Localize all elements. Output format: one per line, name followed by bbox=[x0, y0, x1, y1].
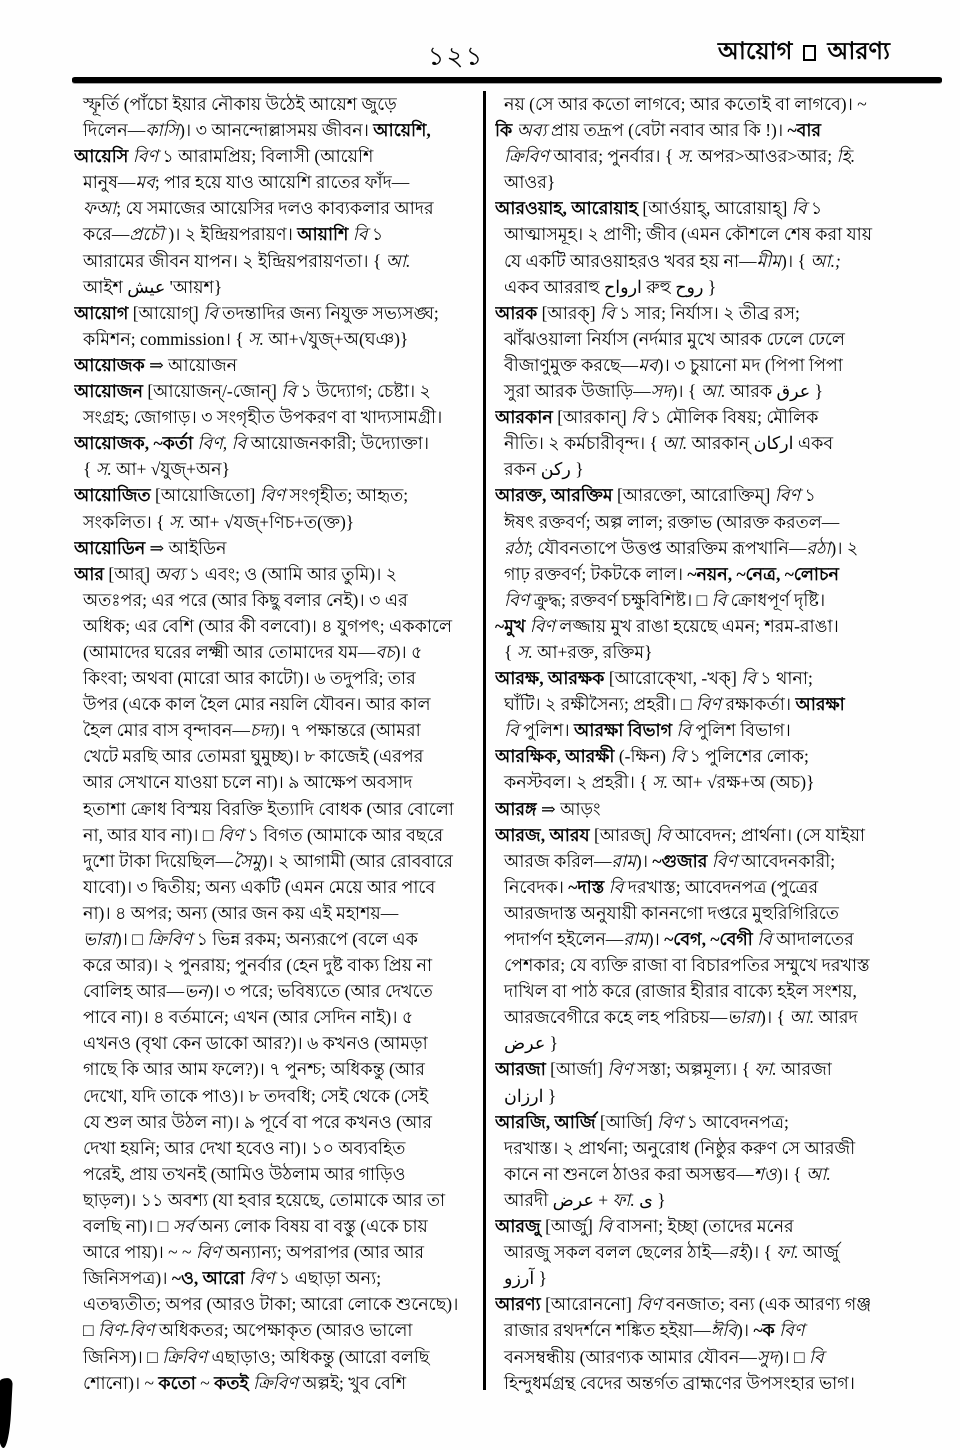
text-line: দরখাস্ত। ২ প্রার্থনা; অনুরোধ (নিষ্ঠুর করুণ সে আরজী bbox=[504, 1137, 856, 1158]
text-line: না, আর যাব না)। □ বিণ ১ বিগত (আমাকে আর বছরে bbox=[83, 824, 444, 845]
text-line: আয়োজক, ~কর্তা বিণ, বি আয়োজনকারী; উদ্যোক্তা। bbox=[74, 433, 430, 454]
text-line: আয়েসি বিণ ১ আরামপ্রিয়; বিলাসী (আয়েশি bbox=[74, 146, 374, 167]
text-line: আরজু সকল বলল ছেলের ঠাই—রই)। { ফা. আর্জু bbox=[504, 1242, 839, 1263]
text-line: গাঢ় রক্তবর্ণ; টকটকে লাল। ~নয়ন, ~নেত্র, ~লোচন bbox=[504, 563, 839, 584]
text-line: এতদ্ব্যতীত; অপর (আরও টাকা; আরো লোকে শুনেছে)। bbox=[83, 1294, 459, 1315]
scan-smudge bbox=[0, 1378, 13, 1449]
text-line: আয়োডিন ⇒ আইডিন bbox=[74, 537, 227, 558]
text-line: আরজদাস্ত অনুযায়ী কাননগো দপ্তরে মুহুরিগিরিতে bbox=[504, 902, 839, 923]
text-line: ক্রিবিণ আবার; পুনর্বার। { স. অপর>আওর>আর; হি. bbox=[504, 146, 856, 167]
text-line: আরকান [আরকান্] বি ১ মৌলিক বিষয়; মৌলিক bbox=[495, 407, 819, 428]
text-line: যাবো)। ৩ দ্বিতীয়; অন্য একটি (এমন মেয়ে আর পাবে bbox=[83, 876, 436, 897]
text-line: আরামের জীবন যাপন। ২ ইন্দ্রিয়পরায়ণতা। { আ. bbox=[83, 250, 411, 271]
text-line: ঈষৎ রক্তবর্ণ; অল্প লাল; রক্তাভ (আরক্ত করতল— bbox=[504, 511, 840, 532]
text-line: কমিশন; commission। { স. আ+√যুজ্+অ(ঘঞ)} bbox=[83, 328, 409, 349]
text-line: নীতি। ২ কর্মচারীবৃন্দ। { আ. আরকান্ اركان একব bbox=[504, 433, 834, 454]
text-line: করে—প্রচৌ )। ২ ইন্দ্রিয়পরায়ণ। আয়াশি বি ১ bbox=[83, 224, 384, 245]
text-line: পাবে না)। ৪ বর্তমানে; এখন (আর সেদিন নাই)। ৫ bbox=[83, 1007, 414, 1028]
text-line: একব আররাহু ارواح রুহু روح } bbox=[504, 276, 717, 297]
text-line: স্ফূর্তি (পাঁচো ইয়ার নৌকায় উঠেই আয়েশ জুড়ে bbox=[83, 94, 397, 114]
text-line: পরেই, প্রায় তখনই (আমিও উঠলাম আর গাড়িও bbox=[83, 1163, 406, 1184]
text-line: না)। ৪ অপর; অন্য (আর জন কয় এই মহাশয়— bbox=[83, 902, 399, 923]
text-line: ارزان } bbox=[504, 1085, 557, 1106]
text-line: আরে পায়)। ~ ~ বিণ অন্যান্য; অপরাপর (আর আর bbox=[83, 1242, 424, 1263]
guide-words bbox=[718, 33, 890, 73]
text-line: কনস্টবল। ২ প্রহরী। { স. আ+ √রক্ষ+অ (অচ)} bbox=[504, 772, 815, 793]
text-line: রাজার রথদর্শনে শঙ্কিত হইয়া—ঈবি)। ~ক বিণ bbox=[504, 1320, 805, 1341]
text-line: সুরা আরক উজাড়ি—সদ)। { আ. আরক عرق } bbox=[504, 381, 823, 402]
text-line: বি পুলিশ। আরক্ষা বিভাগ বি পুলিশ বিভাগ। bbox=[504, 720, 791, 741]
text-line: হৈল মোর বাস বৃন্দাবন—চদ্য)। ৭ পক্ষান্তরে (আমরা bbox=[83, 720, 421, 741]
text-line: অতঃপর; এর পরে (আর কিছু বলার নেই)। ৩ এর bbox=[83, 589, 408, 610]
text-line: আরজ, আরয [আরজ্] বি আবেদন; প্রার্থনা। (সে যাইয়া bbox=[495, 824, 866, 845]
text-line: আইশ عيش 'আয়শ} bbox=[83, 276, 223, 297]
text-line: আরজ করিল—রাম)। ~গুজার বিণ আবেদনকারী; bbox=[504, 850, 836, 871]
left-column bbox=[74, 91, 480, 1396]
text-line: রকন ركن } bbox=[504, 459, 584, 480]
guide-word-last: আরণ্য bbox=[827, 39, 890, 65]
text-line: ~মুখ বিণ লজ্জায় মুখ রাঙা হয়েছে এমন; শরম-রাঙা। bbox=[495, 615, 839, 636]
text-line: আত্মাসমূহ। ২ প্রাণী; জীব (এমন কৌশলে শেষ করা যায় bbox=[504, 224, 873, 245]
text-line: আরণ্য [আরোননো] বিণ বনজাত; বন্য (এক আরণ্য গঞ্জ bbox=[495, 1294, 872, 1315]
text-line: এখনও (বৃথা কেন ডাকো আর?)। ৬ কখনও (আমড়া bbox=[83, 1033, 428, 1054]
text-line: কানে না শুনলে ঠাওর করা অসম্ভব—শও)। { আ. bbox=[504, 1163, 831, 1184]
page-number: ১২১ bbox=[427, 42, 485, 71]
text-line: দাখিল বা পাঠ করে (রাজার হীরার বাক্যে হইল সংশয়, bbox=[504, 981, 857, 1002]
text-line: আরক্ত, আরক্তিম [আরক্তো, আরোক্তিম্] বিণ ১ bbox=[495, 485, 816, 506]
text-line: আয়োজিত [আয়োজিতো] বিণ সংগৃহীত; আহৃত; bbox=[74, 485, 409, 506]
text-line: □ বিণ-বিণ অধিকতর; অপেক্ষাকৃত (আরও ভালো bbox=[83, 1320, 413, 1341]
text-line: যে শুল আর উঠল না)। ৯ পূর্বে বা পরে কখনও (আর bbox=[83, 1111, 432, 1132]
text-columns bbox=[74, 91, 944, 1396]
right-column bbox=[495, 91, 944, 1396]
text-line: দিলেন—কাসি)। ৩ আনন্দোল্লাসময় জীবন। আয়েশি, bbox=[83, 120, 431, 141]
text-line: আওর} bbox=[504, 172, 556, 193]
text-line: বলছি না)। □ সর্ব অন্য লোক বিষয় বা বস্তু (একে চায় bbox=[83, 1216, 428, 1237]
text-line: আরক্ষিক, আরক্ষী (-ক্ষিন) বি ১ পুলিশের লোক; bbox=[495, 746, 809, 767]
text-line: শোনো)। ~ কতো ~ কতই ক্রিবিণ অল্পই; খুব বেশি bbox=[83, 1372, 407, 1393]
header-rule bbox=[72, 77, 942, 83]
text-line: জিনিসপত্র)। ~ও, আরো বিণ ১ এছাড়া অন্য; bbox=[83, 1268, 382, 1289]
text-line: عرض } bbox=[504, 1033, 559, 1054]
text-line: আরজি, আর্জি [আর্জি] বিণ ১ আবেদনপত্র; bbox=[495, 1111, 789, 1132]
text-line: { স. আ+ √যুজ্+অন} bbox=[83, 459, 230, 480]
text-line: আয়োজন [আয়োজন্/-জোন্] বি ১ উদ্যোগ; চেষ্টা। ২ bbox=[74, 381, 431, 402]
text-line: বোলিহ আর—ভন)। ৩ পরে; ভবিষ্যতে (আর দেখতে bbox=[83, 981, 433, 1002]
text-line: ঘাঁটি। ২ রক্ষীসৈন্য; প্রহরী। □ বিণ রক্ষাকর্তা। আরক্ষা bbox=[504, 694, 845, 715]
text-line: আরজবেগীরে কহে লহ পরিচয়—ভারা)। { আ. আরদ bbox=[504, 1007, 858, 1028]
text-line: দুশো টাকা দিয়েছিল—সৈমু)। ২ আগামী (আর রোববারে bbox=[83, 850, 453, 871]
text-line: খেটে মরছি আর তোমরা ঘুমুচ্ছ)। ৮ কাজেই (এরপর bbox=[83, 746, 424, 767]
text-line: উপর (একে কাল হৈল মোর নয়লি যৌবন। আর কাল bbox=[83, 694, 431, 715]
text-line: কিংবা; অথবা (মারো আর কাটো)। ৬ তদুপরি; তার bbox=[83, 668, 416, 689]
text-line: আরক [আরক্] বি ১ সার; নির্যাস। ২ তীব্র রস; bbox=[495, 302, 800, 323]
text-line: ভারা)। □ ক্রিবিণ ১ ভিন্ন রকম; অন্যরূপে (বলে এক bbox=[83, 929, 418, 949]
square-separator-icon bbox=[803, 45, 816, 61]
text-line: আরজা [আর্জা] বিণ সস্তা; অল্পমূল্য। { ফা. আরজা bbox=[495, 1059, 832, 1080]
text-line: আরক্ষ, আরক্ষক [আরোক্খো, -খক্] বি ১ থানা; bbox=[495, 668, 813, 689]
text-line: আরঙ্গ ⇒ আড়ং bbox=[495, 798, 601, 819]
text-line: হতাশা ক্রোধ বিস্ময় বিরক্তি ইত্যাদি বোধক (আর বোলো bbox=[83, 798, 454, 819]
text-line: আয়োজক ⇒ আয়োজন bbox=[74, 354, 238, 375]
text-line: সংকলিত। { স. আ+ √যজ্+ণিচ+ত(ক্ত)} bbox=[83, 511, 355, 532]
text-line: ঝাঁঝওয়ালা নির্যাস (নর্দমার মুখে আরক ঢেলে ঢেলে bbox=[504, 328, 845, 349]
text-line: নয় (সে আর কতো লাগবে; আর কতোই বা লাগবে)। ~ bbox=[504, 94, 867, 114]
text-line: ফআ; যে সমাজের আয়েসির দলও কাব্যকলার আদর bbox=[83, 198, 434, 219]
text-line: (আমাদের ঘরের লক্ষ্মী আর তোমাদের যম—বচ)। ৫ bbox=[83, 641, 423, 662]
text-line: সংগ্রহ; জোগাড়। ৩ সংগৃহীত উপকরণ বা খাদ্যসামগ্রী। bbox=[83, 407, 443, 428]
guide-word-first: আয়োগ bbox=[717, 39, 793, 65]
text-line: করে আর)। ২ পুনরায়; পুনর্বার (হেন দুষ্ট বাক্য প্রিয় না bbox=[83, 955, 433, 976]
column-divider bbox=[483, 91, 486, 1390]
text-line: আরওয়াহ, আরোয়াহ [আর্ওয়াহ্, আরোয়াহ্] বি ১ bbox=[495, 198, 823, 219]
text-line: আরজু [আর্জু] বি বাসনা; ইচ্ছা (তাদের মনের bbox=[495, 1216, 794, 1237]
text-line: পেশকার; যে ব্যক্তি রাজা বা বিচারপতির সম্মুখে দরখাস্ত bbox=[504, 955, 870, 976]
text-line: জিনিস)। □ ক্রিবিণ এছাড়াও; অধিকন্তু (আরো বলছি bbox=[83, 1346, 430, 1367]
text-line: যে একটি আরওয়াহরও খবর হয় না—মীম)। { আ.; bbox=[504, 250, 841, 271]
text-line: অধিক; এর বেশি (আর কী বলবো)। ৪ যুগপৎ; এককালে bbox=[83, 615, 452, 636]
text-line: নিবেদক। ~দাস্ত বি দরখাস্ত; আবেদনপত্র (পুত্রের bbox=[504, 876, 819, 897]
text-line: আর সেখানে যাওয়া চলে না)। ৯ আক্ষেপ অবসাদ bbox=[83, 772, 413, 793]
text-line: রঠা; যৌবনতাপে উত্তপ্ত আরক্তিম রূপখানি—রঠা)। ২ bbox=[504, 537, 859, 558]
text-line: آرزو } bbox=[504, 1268, 547, 1289]
text-line: ছাড়ল)। ১১ অবশ্য (যা হবার হয়েছে, তোমাকে আর তা bbox=[83, 1189, 446, 1210]
text-line: আরদী عرض + ফা. ى } bbox=[504, 1189, 666, 1210]
text-line: আয়োগ [আয়োগ্] বি তদন্তাদির জন্য নিযুক্ত সভ্যসঙ্ঘ; bbox=[74, 302, 439, 323]
text-line: কি অব্য প্রায় তদ্রূপ (বেটা নবাব আর কি !)। ~বার bbox=[495, 120, 822, 141]
text-line: বীজাণুমুক্ত করছে—মব)। ৩ চুয়ানো মদ (পিপা পিপা bbox=[504, 354, 843, 375]
text-line: দেখা হয়নি; আর দেখা হবেও না)। ১০ অব্যবহিত bbox=[83, 1137, 406, 1158]
text-line: গাছে কি আর আম ফলে?)। ৭ পুনশ্চ; অধিকন্তু (আর bbox=[83, 1059, 425, 1080]
text-line: মানুষ—মব; পার হয়ে যাও আয়েশি রাতের ফাঁদ— bbox=[83, 172, 410, 193]
text-line: দেখো, যদি তাকে পাও)। ৮ তদবধি; সেই থেকে (সেই bbox=[83, 1085, 429, 1106]
text-line: বিণ ক্রুদ্ধ; রক্তবর্ণ চক্ষুবিশিষ্ট। □ বি ক্রোধপূর্ণ দৃষ্টি। bbox=[504, 589, 826, 610]
text-line: আর [আর্] অব্য ১ এবং; ও (আমি আর তুমি)। ২ bbox=[74, 563, 398, 584]
text-line: হিন্দুধর্মগ্রন্থ বেদের অন্তর্গত ব্রাহ্মণের উপসংহার ভাগ। bbox=[504, 1372, 855, 1393]
text-line: বনসম্বন্ধীয় (আরণ্যক আমার যৌবন—সুদ)। □ বি bbox=[504, 1346, 824, 1367]
text-line: পদার্পণ হইলেন—রাম)। ~বেগ, ~বেগী বি আদালতের bbox=[504, 929, 854, 949]
text-line: { স. আ+রক্ত, রক্তিম} bbox=[504, 641, 653, 662]
